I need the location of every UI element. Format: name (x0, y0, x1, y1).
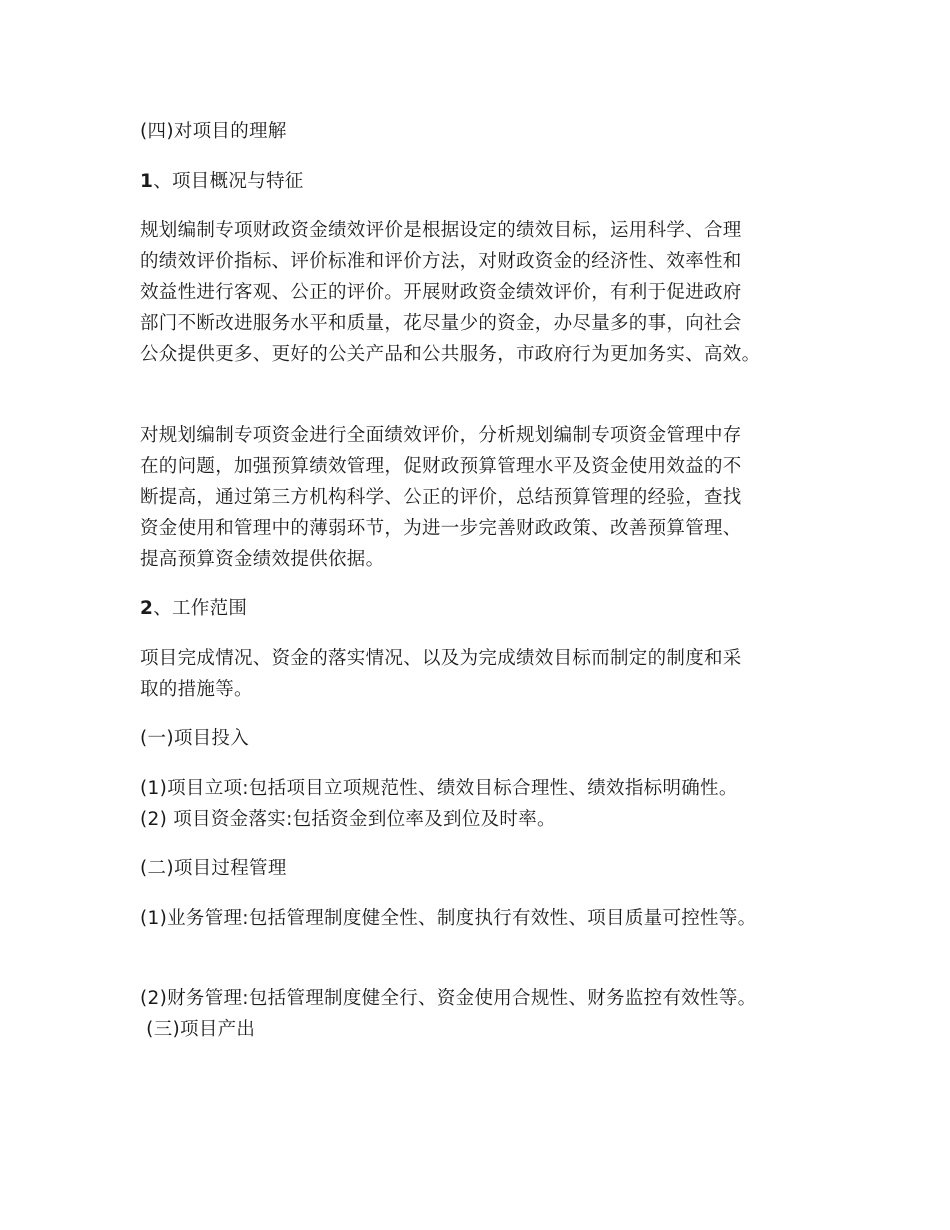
heading-project-input: (一)项目投入 (140, 728, 250, 749)
heading-project-output: (三)项目产出 (140, 1019, 256, 1040)
paragraph-line: 效益性进行客观、公正的评价。开展财政资金绩效评价，有利于促进政府 (140, 282, 742, 303)
paragraph-line: 公众提供更多、更好的公关产品和公共服务，市政府行为更加务实、高效。 (140, 344, 761, 365)
paragraph-line: 取的措施等。 (140, 679, 253, 700)
list-item: (2)财务管理:包括管理制度健全行、资金使用合规性、财务监控有效性等。 (140, 988, 757, 1009)
paragraph-line: 部门不断改进服务水平和质量，花尽量少的资金，办尽量多的事，向社会 (140, 313, 742, 334)
section-title: 、项目概况与特征 (153, 171, 304, 192)
section-title: 、工作范围 (153, 598, 248, 619)
paragraph-line: 对规划编制专项资金进行全面绩效评价，分析规划编制专项资金管理中存 (140, 425, 742, 446)
paragraph-line: 提高预算资金绩效提供依据。 (140, 549, 385, 570)
paragraph-line: 在的问题，加强预算绩效管理，促财政预算管理水平及资金使用效益的不 (140, 456, 742, 477)
section-heading-scope (140, 597, 247, 621)
section-heading-overview (140, 170, 304, 194)
list-item: (2) 项目资金落实:包括资金到位率及到位及时率。 (140, 809, 556, 830)
section-number: 1 (140, 171, 154, 192)
list-item: (1)项目立项:包括项目立项规范性、绩效目标合理性、绩效指标明确性。 (140, 778, 738, 799)
paragraph-line: 的绩效评价指标、评价标准和评价方法，对财政资金的经济性、效率性和 (140, 251, 742, 272)
paragraph-line: 项目完成情况、资金的落实情况、以及为完成绩效目标而制定的制度和采 (140, 648, 742, 669)
list-item: (1)业务管理:包括管理制度健全性、制度执行有效性、项目质量可控性等。 (140, 908, 757, 929)
heading-process-management: (二)项目过程管理 (140, 858, 287, 879)
section-number: 2 (140, 598, 154, 619)
paragraph-line: 规划编制专项财政资金绩效评价是根据设定的绩效目标，运用科学、合理 (140, 220, 742, 241)
paragraph-line: 资金使用和管理中的薄弱环节，为进一步完善财政政策、改善预算管理、 (140, 518, 742, 539)
paragraph-line: 断提高，通过第三方机构科学、公正的评价，总结预算管理的经验，查找 (140, 487, 742, 508)
heading-project-understanding: (四)对项目的理解 (140, 121, 287, 142)
